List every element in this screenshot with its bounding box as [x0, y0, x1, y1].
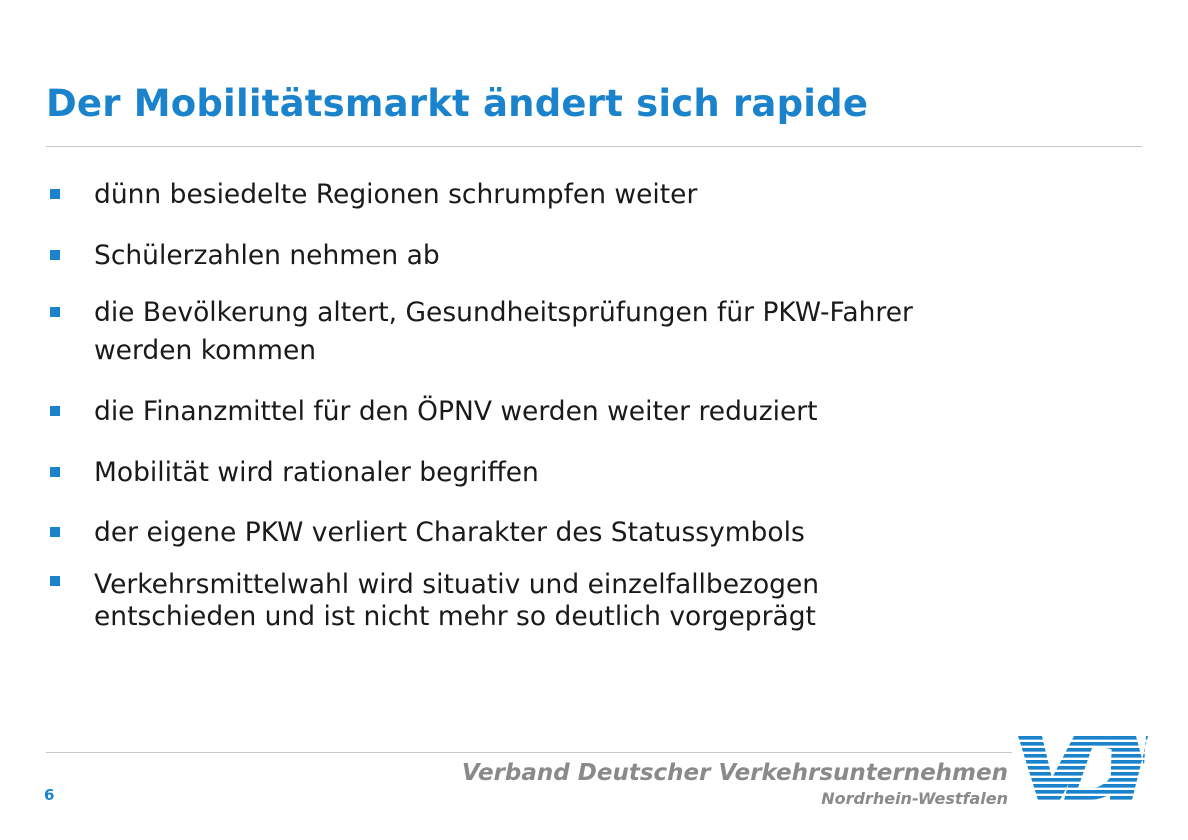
bullet-square-icon [50, 576, 60, 586]
bullet-item [48, 237, 1118, 275]
slide-title: Der Mobilitätsmarkt ändert sich rapide [46, 82, 869, 125]
bullet-text: dünn besiedelte Regionen schrumpfen weiter [94, 179, 698, 210]
page-number: 6 [44, 786, 55, 804]
bullet-item [48, 514, 1118, 552]
bullet-item [48, 294, 1118, 370]
bullet-item [48, 454, 1118, 492]
bullet-item [48, 176, 1118, 214]
bullet-item [48, 393, 1118, 431]
bullet-text-continuation: werden kommen [94, 335, 317, 366]
bullet-item [48, 569, 1118, 633]
organization-name: Verband Deutscher Verkehrsunternehmen [461, 760, 1008, 786]
bullet-square-icon [50, 527, 60, 537]
bullet-text: der eigene PKW verliert Charakter des Statussymbols [94, 517, 805, 548]
bullet-square-icon [50, 467, 60, 477]
bullet-square-icon [50, 307, 60, 317]
footer-divider [46, 752, 1012, 753]
bullet-square-icon [50, 250, 60, 260]
bullet-text-continuation: entschieden und ist nicht mehr so deutlich vorgeprägt [94, 601, 816, 632]
title-divider [46, 146, 1142, 147]
bullet-text: Mobilität wird rationaler begriffen [94, 457, 539, 488]
bullet-square-icon [50, 189, 60, 199]
bullet-text: Schülerzahlen nehmen ab [94, 240, 440, 271]
bullet-text: Verkehrsmittelwahl wird situativ und einzelfallbezogen [94, 569, 820, 600]
bullet-text: die Finanzmittel für den ÖPNV werden weiter reduziert [94, 396, 818, 427]
vdv-logo [1012, 730, 1148, 802]
bullet-text: die Bevölkerung altert, Gesundheitsprüfungen für PKW-Fahrer [94, 297, 913, 328]
organization-region: Nordrhein-Westfalen [821, 789, 1008, 808]
bullet-square-icon [50, 406, 60, 416]
